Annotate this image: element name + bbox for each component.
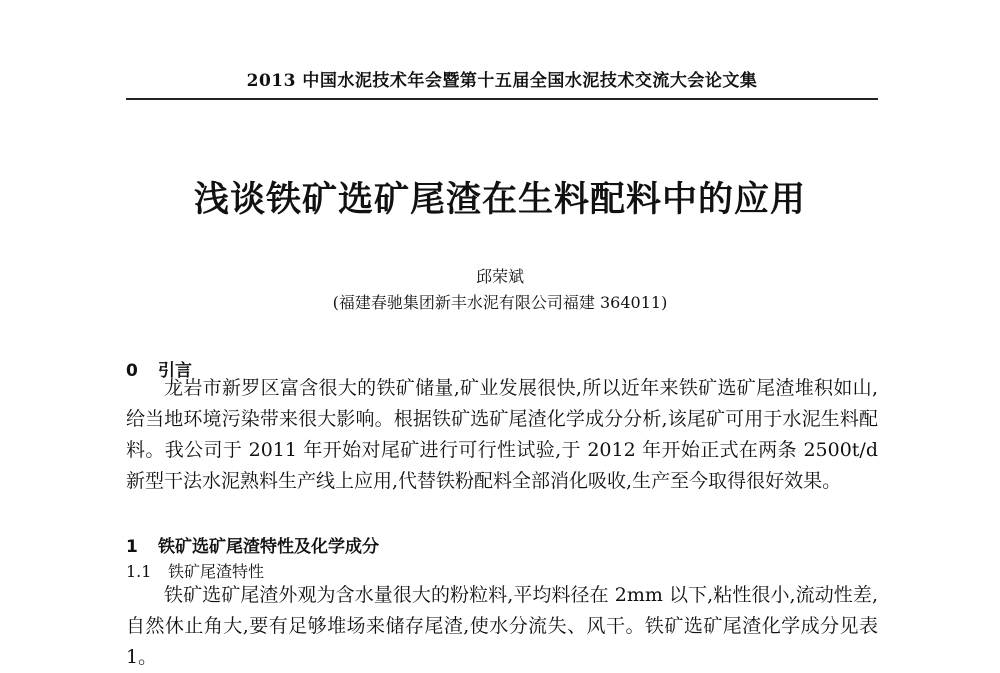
- section-number: 0: [126, 361, 138, 381]
- section-heading-1: [126, 532, 379, 557]
- section-title: 引言: [158, 361, 192, 381]
- intro-paragraph: 龙岩市新罗区富含很大的铁矿储量,矿业发展很快,所以近年来铁矿选矿尾渣堆积如山,给当地环境污染带来很大影响。根据铁矿选矿尾渣化学成分分析,该尾矿可用于水泥生料配料。我公司于 2011 年开始对尾矿进行可行性试验,于 2012 年开始正式在两条 2500t/d 新型干法水泥熟料生产线上应用,代替铁粉配料全部消化吸收,生产至今取得很好效果。: [126, 377, 878, 492]
- paper-title: 浅谈铁矿选矿尾渣在生料配料中的应用: [193, 180, 806, 220]
- running-header: 2013 中国水泥技术年会暨第十五届全国水泥技术交流大会论文集: [246, 71, 758, 91]
- section-number: 1: [126, 537, 138, 557]
- section-title: 铁矿选矿尾渣特性及化学成分: [158, 537, 379, 557]
- author-name: 邱荣斌: [475, 267, 524, 286]
- header-rule: [126, 98, 878, 100]
- author-affiliation: (福建春驰集团新丰水泥有限公司福建 364011): [332, 293, 668, 312]
- subsection-title: 铁矿尾渣特性: [168, 562, 265, 581]
- section-1-1-paragraph: 铁矿选矿尾渣外观为含水量很大的粉粒料,平均料径在 2mm 以下,粘性很小,流动性差,自然休止角大,要有足够堆场来储存尾渣,使水分流失、风干。铁矿选矿尾渣化学成分见表 1。: [126, 584, 878, 668]
- subsection-number: 1.1: [126, 562, 152, 581]
- subsection-heading-1-1: [126, 559, 264, 582]
